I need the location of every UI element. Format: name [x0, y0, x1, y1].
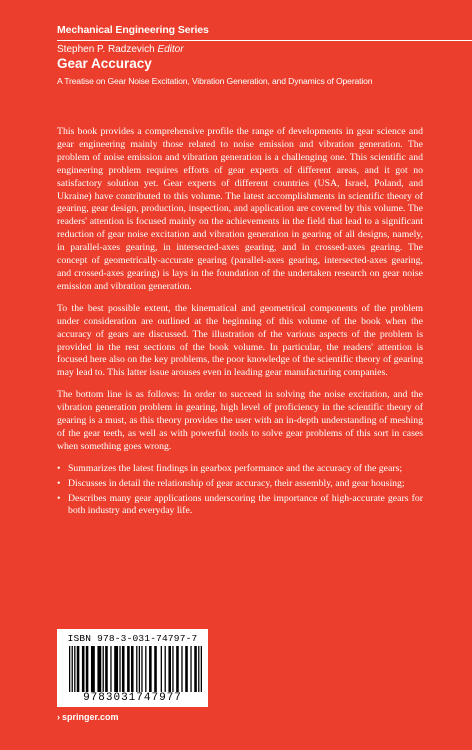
blurb-body [57, 126, 423, 520]
feature-list [57, 463, 423, 519]
barcode-bar [149, 646, 152, 692]
barcode-bars [69, 646, 202, 692]
barcode-bar [154, 646, 157, 692]
barcode-bar [82, 646, 85, 692]
barcode-bar [86, 646, 89, 692]
header-rule [57, 40, 472, 41]
feature-list-item: • Summarizes the latest findings in gearbox performance and the accuracy of the gears; [57, 463, 423, 476]
arrow-right-icon: › [57, 712, 60, 722]
barcode-digits: 9783031747977 [83, 692, 182, 704]
barcode-bar [69, 646, 70, 692]
editor-name: Stephen P. Radzevich [57, 44, 155, 55]
barcode-bar [145, 646, 146, 692]
barcode-bar [172, 646, 173, 692]
barcode-bar [194, 646, 197, 692]
blurb-paragraph-3: The bottom line is as follows: In order to succeed in solving the noise excitation, and the vibration generation problem in gearing, high level of proficiency in the scientific theory of gearing is a must, as this theory provides the user with an in-depth understanding of meshing of the gear teeth, as well as with powerful tools to solve gear problems of this sort in cases when something goes wrong. [57, 389, 423, 452]
barcode-bar [181, 646, 182, 692]
blurb-paragraph-1: This book provides a comprehensive profile the range of developments in gear science and gear engineering mainly those related to noise emission and vibration generation. The problem of noise emission and vibration generation is a challenging one. This scientific and engineering problem requires efforts of gear experts of different areas, and it got no satisfactory solution yet. Gear experts of different countries (USA, Israel, Poland, and Ukraine) have contributed to this volume. The latest accomplishments in scientific theory of gearing, gear design, production, inspection, and application are covered by this volume. The readers' attention is focused mainly on the achievements in the field that lead to a significant reduction of gear noise excitation and vibration generation in gearing of all designs, namely, in parallel-axes gearing, in intersected-axes gearing, and in crossed-axes gearing. The concept of geometrically-accurate gearing (parallel-axes gearing, intersected-axes gearing, and crossed-axes gearing) is lays in the foundation of the undertaken research on gear noise emission and vibration generation. [57, 126, 423, 292]
barcode-bar [136, 646, 137, 692]
isbn-barcode [57, 629, 208, 707]
barcode-bar [165, 646, 166, 692]
barcode-bar [190, 646, 191, 692]
barcode-bar [168, 646, 171, 692]
barcode-bar [185, 646, 188, 692]
feature-list-item: • Describes many gear applications underscoring the importance of high-accurate gears for both industry and everyday life. [57, 493, 423, 519]
barcode-bar [131, 646, 134, 692]
barcode-bar [119, 646, 120, 692]
barcode-bar [198, 646, 199, 692]
publisher-link[interactable] [57, 712, 119, 722]
barcode-bar [176, 646, 179, 692]
series-name: Mechanical Engineering Series [57, 24, 209, 36]
barcode-bar [110, 646, 111, 692]
barcode-bar [105, 646, 108, 692]
barcode-bar [74, 646, 75, 692]
barcode-bar [139, 646, 140, 692]
barcode-bar [127, 646, 130, 692]
barcode-bar [141, 646, 142, 692]
barcode-bar [122, 646, 125, 692]
editor-line [57, 44, 184, 55]
publisher-url: springer.com [62, 712, 119, 722]
barcode-bar [97, 646, 101, 692]
barcode-bar [161, 646, 162, 692]
isbn-label: ISBN 978-3-031-74797-7 [67, 633, 198, 644]
barcode-bar [77, 646, 80, 692]
barcode-bar [103, 646, 104, 692]
book-title: Gear Accuracy [57, 56, 152, 71]
barcode-bar [201, 646, 202, 692]
book-subtitle: A Treatise on Gear Noise Excitation, Vibration Generation, and Dynamics of Operation [57, 76, 373, 86]
editor-role: Editor [157, 44, 184, 55]
blurb-paragraph-2: To the best possible extent, the kinematical and geometrical components of the problem under consideration are outlined at the beginning of this volume of the book when the accuracy of gears are discussed. The illustration of the various aspects of the problem is provided in the rest sections of the book volume. In particular, the readers' attention is focused here also on the key problems, the poor knowledge of the scientific theory of gearing may lead to. This latter issue arouses even in leading gear manufacturing companies. [57, 302, 423, 379]
barcode-bar [91, 646, 95, 692]
barcode-bar [114, 646, 118, 692]
barcode-bar [72, 646, 73, 692]
feature-list-item: • Discusses in detail the relationship of gear accuracy, their assembly, and gear housing; [57, 478, 423, 491]
